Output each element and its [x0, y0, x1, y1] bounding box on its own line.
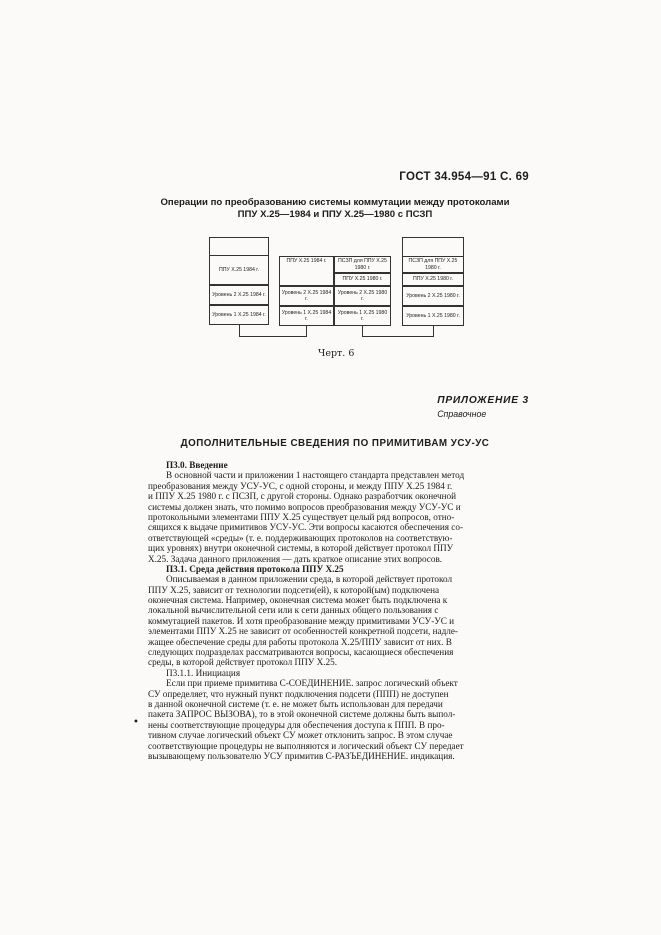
body-text — [148, 460, 528, 761]
middle-level1-1980-box: Уровень 1 Х.25 1980 г. — [334, 306, 391, 326]
left-ppu-box: ППУ Х.25 1984 г. — [209, 255, 269, 285]
margin-mark: • — [133, 717, 139, 728]
text-line: локальной вычислительной сети или к сети данных общего пользования с — [148, 605, 439, 616]
text-line: пакета ЗАПРОС ВЫЗОВА), то в этой оконечной системе должны быть выпол- — [148, 709, 456, 720]
middle-level2-1980-box: Уровень 2 Х.25 1980 г. — [334, 286, 391, 306]
text-line: в данной оконечной системе (т. е. не может быть использован для передачи — [148, 698, 443, 709]
left-connector-up — [306, 326, 307, 337]
text-line: вызывающему пользователю УСУ примитив С-РАЗЪЕДИНЕНИЕ. индикация. — [148, 750, 455, 761]
text-line: П3.1. Среда действия протокола ППУ Х.25 — [166, 563, 344, 574]
left-level1-box: Уровень 1 Х.25 1984 г. — [209, 305, 269, 325]
figure-caption: Черт. 6 — [318, 348, 355, 359]
text-line: Если при приеме примитива С-СОЕДИНЕНИЕ. запрос логический объект — [166, 678, 458, 689]
text-line: коммутацией пакетов. И хотя преобразование между примитивами УСУ-УС и — [148, 615, 455, 626]
text-line: сящихся к выдаче примитивов УСУ-УС. Эти вопросы касаются обеспечения со- — [148, 522, 464, 533]
appendix-label-block — [437, 395, 529, 419]
middle-pszp-box: ПСЗП для ППУ Х.25 1980 г. — [334, 256, 391, 273]
text-line: ответствующей «среды» (т. е. поддерживающих протоколов на соответствую- — [148, 532, 453, 543]
appendix-label: ПРИЛОЖЕНИЕ 3 — [437, 395, 529, 406]
section-title: ДОПОЛНИТЕЛЬНЫЕ СВЕДЕНИЯ ПО ПРИМИТИВАМ УСУ-УС — [180, 438, 490, 449]
text-line: следующих подразделах рассматриваются вопросы, касающиеся обеспечения — [148, 647, 454, 658]
text-line: системы должен знать, что помимо вопросов преобразования между УСУ-УС и — [148, 501, 461, 512]
text-line: щих уровнях) внутри оконечной системы, в которой действует протокол ППУ — [148, 543, 454, 554]
middle-level2-1984-box: Уровень 2 Х.25 1984 г. — [279, 286, 334, 306]
appendix-type: Справочное — [437, 409, 487, 419]
left-connector-horizontal — [239, 336, 306, 337]
middle-level1-1984-box: Уровень 1 Х.25 1984 г. — [279, 306, 334, 326]
text-line: жащее обеспечение среды для работы протокола Х.25/ППУ зависит от них. В — [148, 636, 452, 647]
figure-title-line-1: Операции по преобразованию системы коммутации между протоколами — [160, 197, 510, 208]
right-connector-horizontal — [362, 336, 433, 337]
right-level2-box: Уровень 2 Х.25 1980 г. — [402, 286, 464, 306]
middle-ppu-1980-box: ППУ Х.25 1980 г. — [334, 273, 391, 286]
right-pszp-box: ПСЗП для ППУ Х.25 1980 г. — [402, 256, 464, 273]
right-connector-vertical — [433, 326, 434, 337]
text-line: Х.25. Задача данного приложения — дать краткое описание этих вопросов. — [148, 553, 443, 564]
text-line: П3.0. Введение — [166, 460, 228, 470]
text-line: П3.1.1. Инициация — [166, 667, 241, 678]
text-line: соответствующие процедуры не выполняются и логический объект СУ передает — [148, 740, 464, 751]
middle-ppu-1984-box: ППУ Х.25 1984 г. — [279, 256, 334, 286]
text-line: оконечная система. Например, оконечная система может быть подключена к — [148, 595, 448, 606]
text-line: нены соответствующие процедуры для обеспечения доступа к ППП. В про- — [148, 719, 445, 730]
left-level2-box: Уровень 2 Х.25 1984 г. — [209, 285, 269, 305]
text-line: элементами ППУ Х.25 не зависит от особенностей конкретной подсети, надле- — [148, 626, 458, 637]
right-level1-box: Уровень 1 Х.25 1980 г. — [402, 306, 464, 326]
text-line: преобразования между УСУ-УС, с одной стороны, и между ППУ Х.25 1984 г. — [148, 480, 453, 491]
page-header: ГОСТ 34.954—91 С. 69 — [399, 171, 529, 183]
text-line: протокольными элементами ППУ Х.25 существует целый ряд вопросов, отно- — [148, 511, 455, 522]
text-line: ППУ Х.25, зависит от технологии подсети(ей), к которой(ым) подключена — [148, 584, 440, 595]
figure-title-line-2: ППУ Х.25—1984 и ППУ Х.25—1980 с ПСЗП — [237, 209, 433, 220]
text-line: и ППУ Х.25 1980 г. с ПСЗП, с другой стороны. Однако разработчик оконечной — [148, 491, 457, 502]
text-line: тивном случае логический объект СУ может отклонить запрос. В этом случае — [148, 730, 453, 741]
text-line: Описываемая в данном приложении среда, в которой действует протокол — [166, 574, 453, 585]
text-line: В основной части и приложении 1 настоящего стандарта представлен метод — [166, 470, 465, 481]
figure-title — [150, 197, 520, 221]
text-line: среды, в которой действует протокол ППУ Х.25. — [148, 657, 338, 668]
text-line: СУ определяет, что нужный пункт подключения подсети (ППП) не доступен — [148, 688, 449, 699]
right-ppu-box: ППУ Х.25 1980 г. — [402, 273, 464, 286]
